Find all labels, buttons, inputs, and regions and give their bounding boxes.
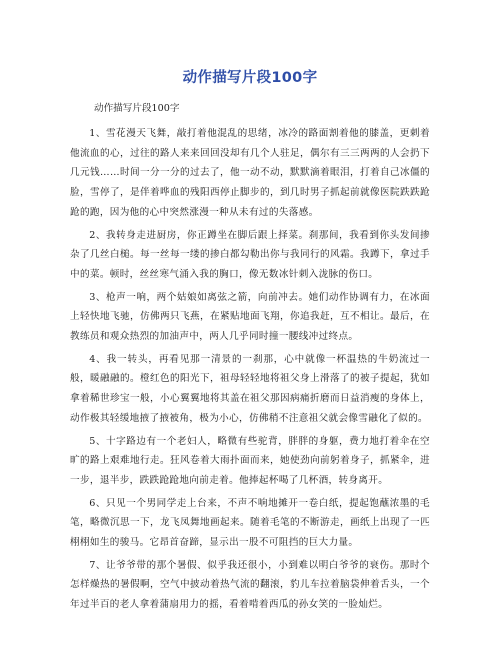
document-title: 动作描写片段100字 [182, 70, 318, 86]
paragraph-3: 3、枪声一响，两个姑娘如离弦之箭，向前冲去。她们动作协调有力，在冰面上轻快地飞驰，仿佛两只飞燕，在紧贴地面飞翔，你追我赶，互不相让。最后，在教练员和观众热烈的加油声中，两人几乎同时撞一腰线冲过终点。 [70, 291, 430, 343]
paragraph-7: 7、让爷爷带的那个暑假、似乎我还很小，小到难以明白爷爷的衰伤。那时个怎样燥热的暑假啊，空气中披动着热气流的翻滚，豹儿车拉着脑袋伸着舌头，一个年过半百的老人拿着蒲扇用力的摇，看着啃着西瓜的孙女笑的一脸灿烂。 [70, 559, 430, 611]
paragraph-5: 5、十字路边有一个老妇人，略微有些驼背，胖胖的身躯，费力地打着伞在空旷的路上艰难地行走。狂风卷着大雨扑面而来，她使劲向前躬着身子，抓紧伞，进一步，退半步，跌跌跄跄地向前走着。他捧起杯喝了几杯酒，转身离开。 [70, 435, 430, 486]
paragraph-4: 4、我一转头，再看见那一清景的一刹那，心中就像一杯温热的牛奶流过一般，暖融融的。橙红色的阳光下，祖母轻轻地将祖父身上滑落了的被子提起，犹如拿着稀世珍宝一般，小心翼翼地将其盖在祖父那因病痛折磨而日益消瘦的身体上，动作极其轻缓地掖了掖被角，极为小心，仿佛稍不注意祖父就会像雪融化了似的。 [70, 353, 430, 424]
paragraph-2: 2、我转身走进厨房，你正蹲坐在脚后跟上择菜。刹那间，我看到你头发间掺杂了几丝白槌。每一丝每一缕的掺白都勾勒出你与我同行的风霜。我蹲下，拿过手中的菜。顿时，丝丝寒气涌入我的胸口，像无数冰针刺入泷脉的伤口。 [70, 229, 430, 280]
document-subtitle: 动作描写片段100字 [94, 103, 180, 114]
paragraph-6: 6、只见一个男同学走上台来，不声不响地摊开一卷白纸，提起饱蘸浓墨的毛笔，略微沉思一下，龙飞凤舞地画起来。随着毛笔的不断游走，画纸上出现了一匹栩栩如生的骏马。它昂首奋蹄，显示出一股不可阻挡的巨大力量。 [70, 497, 430, 549]
paragraph-1: 1、雪花漫天飞舞，敲打着他混乱的思绪，冰冷的路面割着他的膝盖，更刺着他流血的心，过往的路人来来回回没却有几个人驻足，偶尔有三三两两的人会扔下几元钱……时间一分一分的过去了，他一动不动，默默滴着眼泪，打着自己冰僵的脸，雪停了，是伴着哗血的残阳西停止脚步的，到几时男子抓起前就像医院跌跌跄跄的跑，因为他的心中突然涨漫一种从未有过的失落感。 [70, 128, 430, 218]
